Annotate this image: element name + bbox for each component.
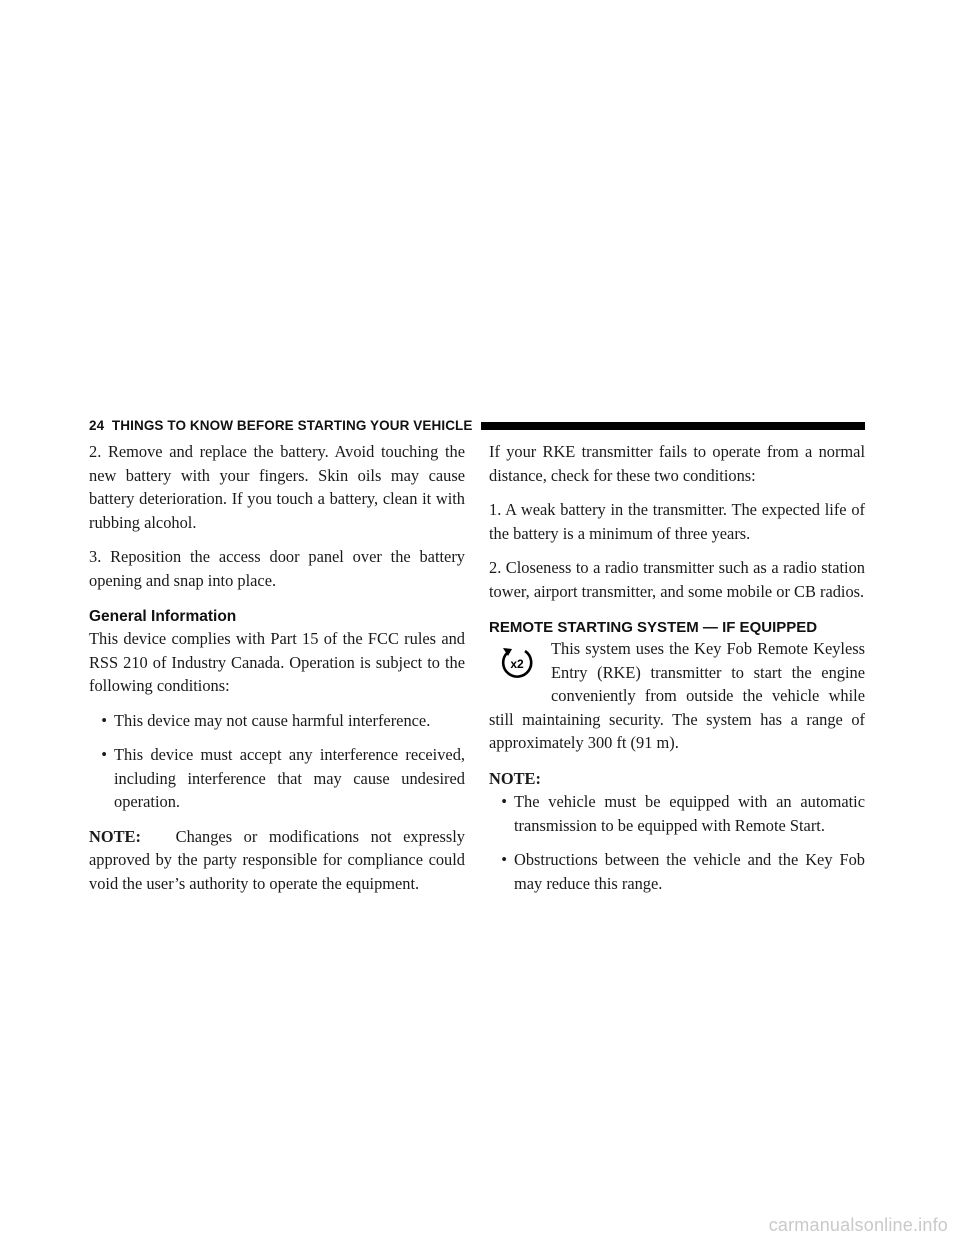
- condition-1-text: 1. A weak battery in the transmitter. The expected life of the battery is a minimum of three years.: [489, 500, 865, 543]
- remote-start-section: [489, 637, 865, 755]
- list-item: [489, 848, 865, 895]
- remote-start-x2-icon: [491, 641, 543, 701]
- general-information-paragraph: This device complies with Part 15 of the FCC rules and RSS 210 of Industry Canada. Operation is subject to the following conditions:: [89, 629, 465, 695]
- right-column: [489, 440, 865, 906]
- bullet-dot: •: [101, 710, 107, 730]
- bullet-text: This device must accept any interference received, including interference that may cause undesired operation.: [114, 745, 465, 811]
- note-label: NOTE:: [89, 826, 141, 846]
- remote-start-arrow-icon: [495, 641, 539, 685]
- note-heading: NOTE:: [489, 768, 541, 788]
- watermark: carmanualsonline.info: [768, 1215, 948, 1235]
- remote-starting-heading: REMOTE STARTING SYSTEM — IF EQUIPPED: [489, 619, 818, 636]
- rke-intro-text: If your RKE transmitter fails to operate from a normal distance, check for these two conditions:: [489, 442, 865, 485]
- list-item: [89, 743, 465, 814]
- remote-start-icon-label: x2: [510, 657, 524, 671]
- bullet-dot: •: [501, 850, 507, 869]
- bullet-text: Obstructions between the vehicle and the Key Fob may reduce this range.: [514, 850, 865, 893]
- remote-start-paragraph: This system uses the Key Fob Remote Keyless Entry (RKE) transmitter to start the engine conveniently from outside the vehicle while still maintaining security. The system has a range of approximately 300 ft (91 m).: [489, 639, 865, 752]
- list-item: [89, 709, 465, 733]
- bullet-text: The vehicle must be equipped with an automatic transmission to be equipped with Remote Start.: [514, 792, 865, 835]
- condition-2-text: 2. Closeness to a radio transmitter such as a radio station tower, airport transmitter, and some mobile or CB radios.: [489, 558, 865, 601]
- header-label: [89, 418, 473, 433]
- header-rule: [481, 422, 866, 430]
- step-3-text: 3. Reposition the access door panel over the battery opening and snap into place.: [89, 547, 465, 590]
- page-header: [89, 415, 865, 435]
- list-item: [489, 790, 865, 837]
- page-number: 24: [89, 417, 105, 433]
- bullet-dot: •: [501, 792, 507, 811]
- step-2-text: 2. Remove and replace the battery. Avoid touching the new battery with your fingers. Skin oils may cause battery deterioration. If you touch a battery, clean it with rubbing alcohol.: [89, 442, 465, 532]
- left-column: [89, 440, 465, 906]
- fcc-note: [89, 825, 465, 896]
- bullet-text: This device may not cause harmful interference.: [114, 710, 431, 730]
- note-text: Changes or modifications not expressly approved by the party responsible for compliance could void the user’s authority to operate the equipment.: [89, 826, 465, 893]
- general-information-heading: General Information: [89, 608, 237, 625]
- section-title: THINGS TO KNOW BEFORE STARTING YOUR VEHICLE: [111, 417, 473, 433]
- bullet-dot: •: [101, 745, 107, 764]
